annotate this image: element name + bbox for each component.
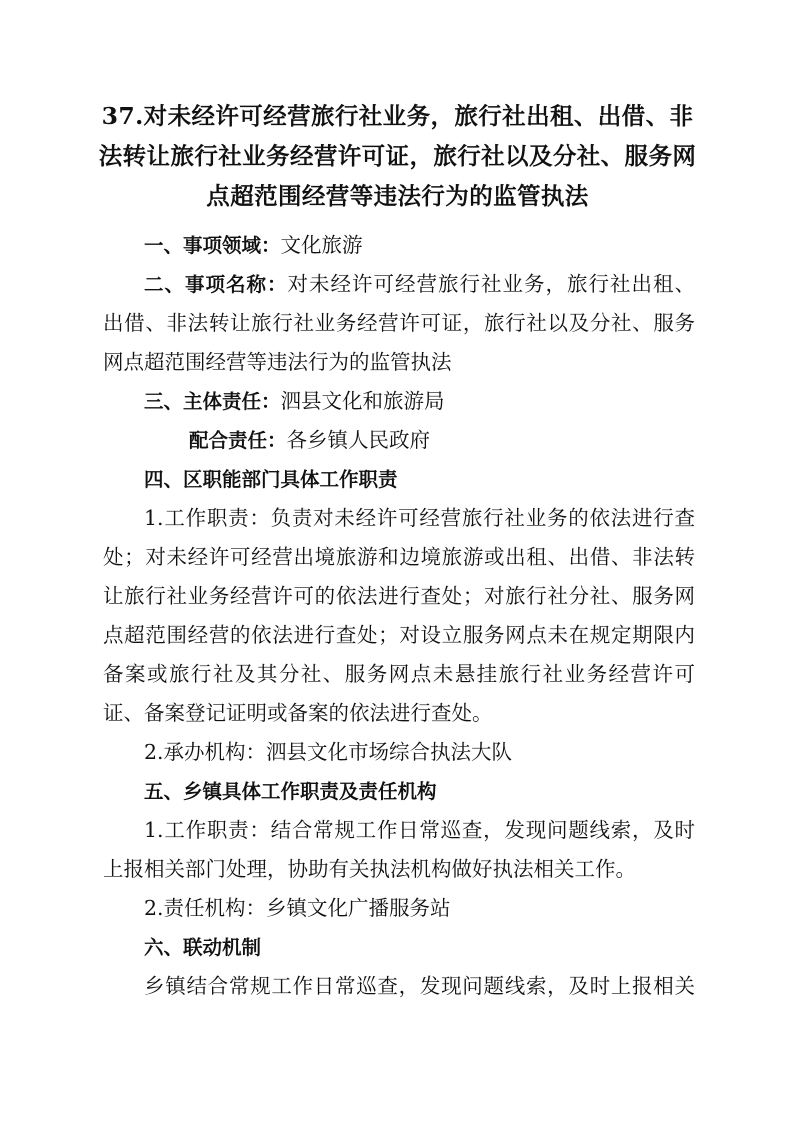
title-line: 法转让旅行社业务经营许可证，旅行社以及分社、服务网	[98, 142, 697, 170]
paragraph-line: 乡镇结合常规工作日常巡查，发现问题线索，及时上报相关	[144, 974, 695, 998]
title-line: 点超范围经营等违法行为的监管执法	[206, 182, 589, 210]
section-item-name	[103, 265, 695, 304]
section-value-line: 对未经许可经营旅行社业务，旅行社出租、	[287, 272, 695, 296]
section-value: 泗县文化和旅游局	[280, 389, 445, 413]
section-sub-value: 各乡镇人民政府	[286, 428, 431, 452]
document-title	[95, 96, 700, 216]
section-heading: 五、乡镇具体工作职责及责任机构	[144, 780, 437, 803]
paragraph-line: 1.工作职责：结合常规工作日常巡查，发现问题线索，及时	[144, 818, 695, 842]
section-label: 一、事项领域：	[144, 234, 281, 257]
title-line: 37.对未经许可经营旅行社业务，旅行社出租、出借、非	[101, 102, 694, 130]
section-responsibility	[103, 382, 695, 421]
section-heading: 四、区职能部门具体工作职责	[144, 468, 398, 491]
paragraph-line: 备案或旅行社及其分社、服务网点未悬挂旅行社业务经营许可	[103, 662, 695, 686]
paragraph-line: 2.承办机构：泗县文化市场综合执法大队	[144, 740, 513, 764]
paragraph-line: 点超范围经营的依法进行查处；对设立服务网点未在规定期限内	[103, 623, 695, 647]
section-label: 二、事项名称：	[144, 273, 288, 296]
section-value-line: 网点超范围经营等违法行为的监管执法	[103, 350, 452, 374]
section-sub-label: 配合责任：	[189, 429, 287, 452]
document-body	[103, 226, 695, 1006]
section-value-line: 出借、非法转让旅行社业务经营许可证，旅行社以及分社、服务	[103, 311, 695, 335]
section-heading: 六、联动机制	[144, 936, 262, 959]
paragraph-line: 证、备案登记证明或备案的依法进行查处。	[103, 701, 493, 725]
paragraph-line: 上报相关部门处理，协助有关执法机构做好执法相关工作。	[103, 857, 636, 881]
section-cooperation	[103, 421, 695, 460]
section-value: 文化旅游	[280, 233, 363, 257]
paragraph-line: 让旅行社业务经营许可的依法进行查处；对旅行社分社、服务网	[103, 584, 695, 608]
paragraph-line: 处；对未经许可经营出境旅游和边境旅游或出租、出借、非法转	[103, 545, 695, 569]
paragraph-line: 2.责任机构：乡镇文化广播服务站	[144, 896, 451, 920]
paragraph-line: 1.工作职责：负责对未经许可经营旅行社业务的依法进行查	[144, 506, 695, 530]
section-label: 三、主体责任：	[144, 390, 281, 413]
section-domain	[103, 226, 695, 265]
